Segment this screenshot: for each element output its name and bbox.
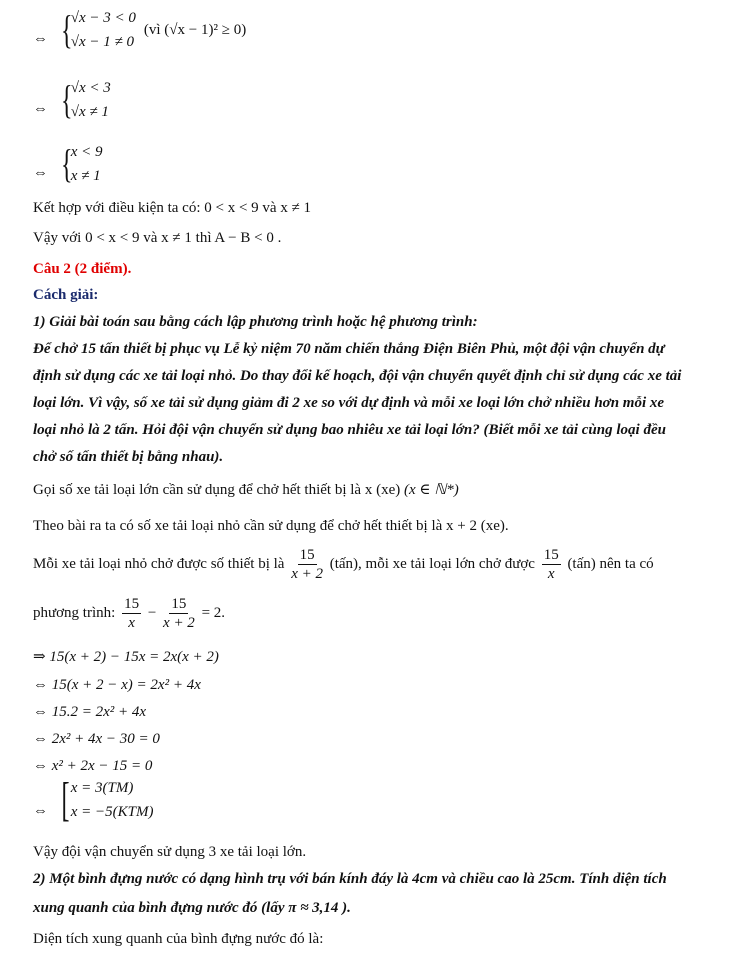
solution-text: Gọi số xe tải loại lớn cần sử dụng để chở hết thiết bị là x (xe) [33,482,401,498]
fraction [291,546,323,583]
solution-line [33,545,654,583]
conclusion-line: Vậy đội vận chuyển sử dụng 3 xe tải loại lớn. [33,844,307,860]
fraction-numerator: 15 [124,596,140,613]
math-step-2 [33,76,111,124]
solution-text: = 2. [201,605,226,621]
math-step-3 [33,140,103,188]
equiv-symbol: ⇔ [33,31,48,47]
solution-text: phương trình: [33,605,116,621]
equation-step: ⇔ 15.2 = 2x² + 4x [33,704,147,720]
bracket-symbol: [ [61,773,70,826]
problem-text: Để chở 15 tấn thiết bị phục vụ Lễ kỷ niệm 70 năm chiến thắng Điện Biên Phủ, một đội vận chuyển dự [33,341,665,357]
solution-row: x = 3(TM) [70,780,134,796]
problem-text: chở số tấn thiết bị bằng nhau). [33,449,224,465]
fraction-numerator: 15 [171,596,187,613]
fraction [542,546,561,583]
system-row: x ≠ 1 [70,168,101,184]
system-row: x < 9 [70,144,103,160]
equiv-symbol: ⇔ [33,101,48,117]
solution-text: (tấn), mỗi xe tải loại lớn chở được [329,556,535,572]
fraction [163,595,195,632]
equation-step: ⇒ 15(x + 2) − 15x = 2x(x + 2) [33,649,219,665]
problem-title: 1) Giải bài toán sau bằng cách lập phương trình hoặc hệ phương trình: [33,314,478,330]
equation-step [33,773,154,826]
brace-symbol: { [60,141,73,186]
system-note: (vì (√x − 1)² ≥ 0) [143,22,247,38]
question-heading: Câu 2 (2 điểm). [33,261,132,277]
fraction-denominator: x + 2 [291,566,323,583]
fraction-numerator: 15 [299,547,315,564]
conclusion-line: Vậy với 0 < x < 9 và x ≠ 1 thì A − B < 0 . [33,230,282,246]
equiv-symbol: ⇔ [33,165,48,181]
equiv-symbol: ⇔ [33,803,48,819]
equation-step: ⇔ 15(x + 2 − x) = 2x² + 4x [33,677,201,693]
fraction-denominator: x [128,615,135,632]
problem-text: định sử dụng các xe tải loại nhỏ. Do thay đổi kế hoạch, đội vận chuyển quyết định chỉ sử dụng các xe tải [33,368,682,384]
solution-line [33,480,459,500]
fraction-numerator: 15 [543,547,559,564]
solution-line [33,594,225,632]
solution-line: Theo bài ra ta có số xe tải loại nhỏ cần sử dụng để chở hết thiết bị là x + 2 (xe). [33,518,509,534]
system-row: √x − 1 ≠ 0 [70,34,134,50]
fraction-denominator: x + 2 [163,615,195,632]
solution-line: Diện tích xung quanh của bình đựng nước đó là: [33,931,324,947]
problem-text: loại lớn. Vì vậy, số xe tải sử dụng giảm đi 2 xe so với dự định và mỗi xe loại lớn chở nhiều hơn mỗi xe [33,395,665,411]
math-step-1 [33,6,246,54]
solution-heading: Cách giải: [33,287,99,303]
equation-step: ⇔ x² + 2x − 15 = 0 [33,758,153,774]
conclusion-line: Kết hợp với điều kiện ta có: 0 < x < 9 và x ≠ 1 [33,200,312,216]
fraction [122,595,141,632]
solution-text: Mỗi xe tải loại nhỏ chở được số thiết bị là [33,556,285,572]
brace-symbol: { [60,77,73,122]
brace-symbol: { [60,7,73,52]
solution-row: x = −5(KTM) [70,804,154,820]
problem-text: xung quanh của bình đựng nước đó (lấy π ≈ 3,14 ). [33,900,351,916]
equation-step: ⇔ 2x² + 4x − 30 = 0 [33,731,160,747]
system-row: √x − 3 < 0 [70,10,136,26]
condition: (x ∈ ℕ*) [404,482,459,498]
system-row: √x ≠ 1 [70,104,109,120]
system-row: √x < 3 [70,80,111,96]
problem-text: loại nhỏ là 2 tấn. Hỏi đội vận chuyển sử dụng bao nhiêu xe tải loại lớn? (Biết mỗi xe tải cùng loại đều [33,422,666,438]
solution-text: (tấn) nên ta có [567,556,654,572]
fraction-denominator: x [547,566,555,583]
problem-title: 2) Một bình đựng nước có dạng hình trụ với bán kính đáy là 4cm và chiều cao là 25cm. Tính diện tích [33,871,667,887]
minus-symbol: − [147,605,157,621]
